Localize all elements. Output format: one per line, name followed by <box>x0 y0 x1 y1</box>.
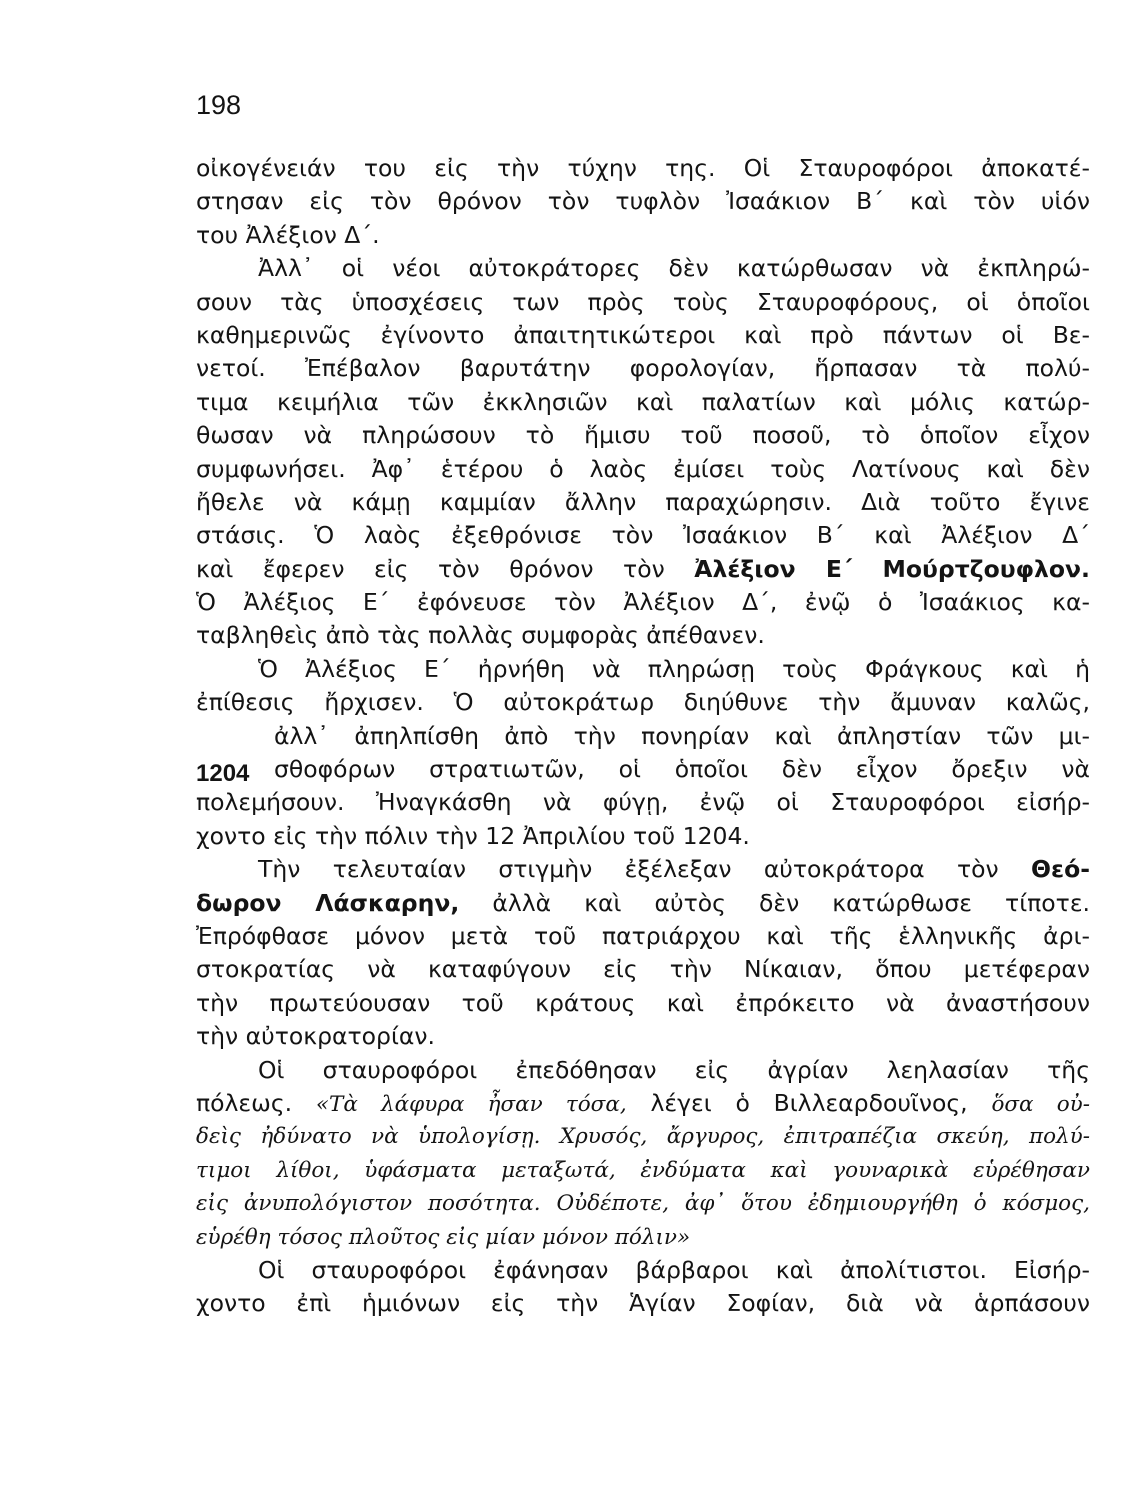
text-segment: ἀλλὰ καὶ αὐτὸς δὲν κατώρθωσε τίποτε. <box>492 888 1090 917</box>
text-line: πολεμήσουν. Ἠναγκάσθη νὰ φύγῃ, ἐνῷ οἱ Σταυροφόροι εἰσήρ- <box>196 788 1090 817</box>
text-line: Ὁ Ἀλέξιος Ε΄ ἐφόνευσε τὸν Ἀλέξιον Δ΄, ἐνῷ ὁ Ἰσαάκιος κα- <box>196 588 1090 617</box>
text-line <box>196 553 1090 586</box>
text-line: ἐπίθεσις ἤρχισεν. Ὁ αὐτοκράτωρ διηύθυνε τὴν ἄμυναν καλῶς, <box>196 688 1090 717</box>
emperor-name-bold: Ἀλέξιον Ε΄ Μούρτζουφλον. <box>694 554 1090 583</box>
text-line: ἀλλ᾽ ἀπηλπίσθη ἀπὸ τὴν πονηρίαν καὶ ἀπληστίαν τῶν μι- <box>274 721 1090 750</box>
text-line: Ἐπρόφθασε μόνον μετὰ τοῦ πατριάρχου καὶ τῆς ἑλληνικῆς ἀρι- <box>196 921 1090 950</box>
text-line: συμφωνήσει. Ἀφ᾽ ἑτέρου ὁ λαὸς ἐμίσει τοὺς Λατίνους καὶ δὲν <box>196 454 1090 483</box>
text-line <box>196 853 1090 886</box>
text-line: χοντο εἰς τὴν πόλιν τὴν 12 Ἀπριλίου τοῦ 1204. <box>196 821 750 850</box>
page-number: 198 <box>196 90 242 120</box>
text-line: Ἀλλ᾽ οἱ νέοι αὐτοκράτορες δὲν κατώρθωσαν νὰ ἐκπληρώ- <box>258 254 1090 283</box>
quote-line: εἰς ἀνυπολόγιστον ποσότητα. Οὐδέποτε, ἀφ᾽ ὅτου ἐδημιουργήθη ὁ κόσμος, <box>196 1191 1090 1217</box>
text-line: στοκρατίας νὰ καταφύγουν εἰς τὴν Νίκαιαν, ὅπου μετέφεραν <box>196 955 1090 984</box>
text-line: Οἱ σταυροφόροι ἐπεδόθησαν εἰς ἀγρίαν λεηλασίαν τῆς <box>258 1055 1090 1084</box>
text-line: τιμα κειμήλια τῶν ἐκκλησιῶν καὶ παλατίων καὶ μόλις κατώρ- <box>196 387 1090 416</box>
text-segment: πόλεως. <box>196 1088 293 1117</box>
text-line <box>196 887 1090 920</box>
emperor-name-bold: δωρον Λάσκαρην, <box>196 888 460 917</box>
text-line: καθημερινῶς ἐγίνοντο ἀπαιτητικώτεροι καὶ πρὸ πάντων οἱ Βε- <box>196 320 1090 349</box>
text-line: θωσαν νὰ πληρώσουν τὸ ἥμισυ τοῦ ποσοῦ, τὸ ὁποῖον εἶχον <box>196 421 1090 450</box>
quote-segment: ὅσα οὐ- <box>991 1091 1090 1117</box>
text-line: οἰκογένειάν του εἰς τὴν τύχην της. Οἱ Σταυροφόροι ἀποκατέ- <box>196 154 1090 182</box>
text-line: ταβληθεὶς ἀπὸ τὰς πολλὰς συμφορὰς ἀπέθανεν. <box>196 621 765 650</box>
text-line: του Ἀλέξιον Δ΄. <box>196 220 380 249</box>
quote-line: τιμοι λίθοι, ὑφάσματα μεταξωτά, ἐνδύματα καὶ γουναρικὰ εὑρέθησαν <box>196 1157 1090 1183</box>
text-segment: Τὴν τελευταίαν στιγμὴν ἐξέλεξαν αὐτοκράτορα τὸν <box>258 855 999 884</box>
text-line: χοντο ἐπὶ ἡμιόνων εἰς τὴν Ἁγίαν Σοφίαν, διὰ νὰ ἁρπάσουν <box>196 1289 1090 1318</box>
quote-line: δεὶς ἠδύνατο νὰ ὑπολογίσῃ. Χρυσός, ἄργυρος, ἐπιτραπέζια σκεύη, πολύ- <box>196 1124 1090 1150</box>
text-line: στάσις. Ὁ λαὸς ἐξεθρόνισε τὸν Ἰσαάκιον Β΄ καὶ Ἀλέξιον Δ΄ <box>196 521 1090 550</box>
text-line <box>196 1087 1090 1120</box>
quote-segment: «Τὰ λάφυρα ἦσαν τόσα, <box>315 1091 627 1117</box>
text-segment: καὶ ἔφερεν εἰς τὸν θρόνον τὸν <box>196 554 665 583</box>
text-line: σουν τὰς ὑποσχέσεις των πρὸς τοὺς Σταυροφόρους, οἱ ὁποῖοι <box>196 287 1090 316</box>
text-line: τὴν αὐτοκρατορίαν. <box>196 1022 435 1051</box>
text-line: σθοφόρων στρατιωτῶν, οἱ ὁποῖοι δὲν εἶχον ὄρεξιν νὰ <box>274 755 1090 784</box>
quote-line: εὑρέθη τόσος πλοῦτος εἰς μίαν μόνον πόλιν» <box>196 1224 691 1250</box>
text-line: στησαν εἰς τὸν θρόνον τὸν τυφλὸν Ἰσαάκιον Β΄ καὶ τὸν υἱόν <box>196 187 1090 216</box>
text-line: τὴν πρωτεύουσαν τοῦ κράτους καὶ ἐπρόκειτο νὰ ἀναστήσουν <box>196 988 1090 1017</box>
emperor-name-bold: Θεό- <box>1031 855 1090 884</box>
text-line: ἤθελε νὰ κάμῃ καμμίαν ἄλλην παραχώρησιν. Διὰ τοῦτο ἔγινε <box>196 487 1090 516</box>
text-line: Ὁ Ἀλέξιος Ε΄ ἠρνήθη νὰ πληρώσῃ τοὺς Φράγκους καὶ ἡ <box>258 654 1090 683</box>
text-line: Οἱ σταυροφόροι ἐφάνησαν βάρβαροι καὶ ἀπολίτιστοι. Εἰσήρ- <box>258 1255 1090 1284</box>
margin-year-note: 1204 <box>196 760 250 787</box>
text-segment: λέγει ὁ Βιλλεαρδουῖνος, <box>650 1088 968 1117</box>
text-line: νετοί. Ἐπέβαλον βαρυτάτην φορολογίαν, ἥρπασαν τὰ πολύ- <box>196 354 1090 383</box>
page-text <box>196 152 1090 1321</box>
